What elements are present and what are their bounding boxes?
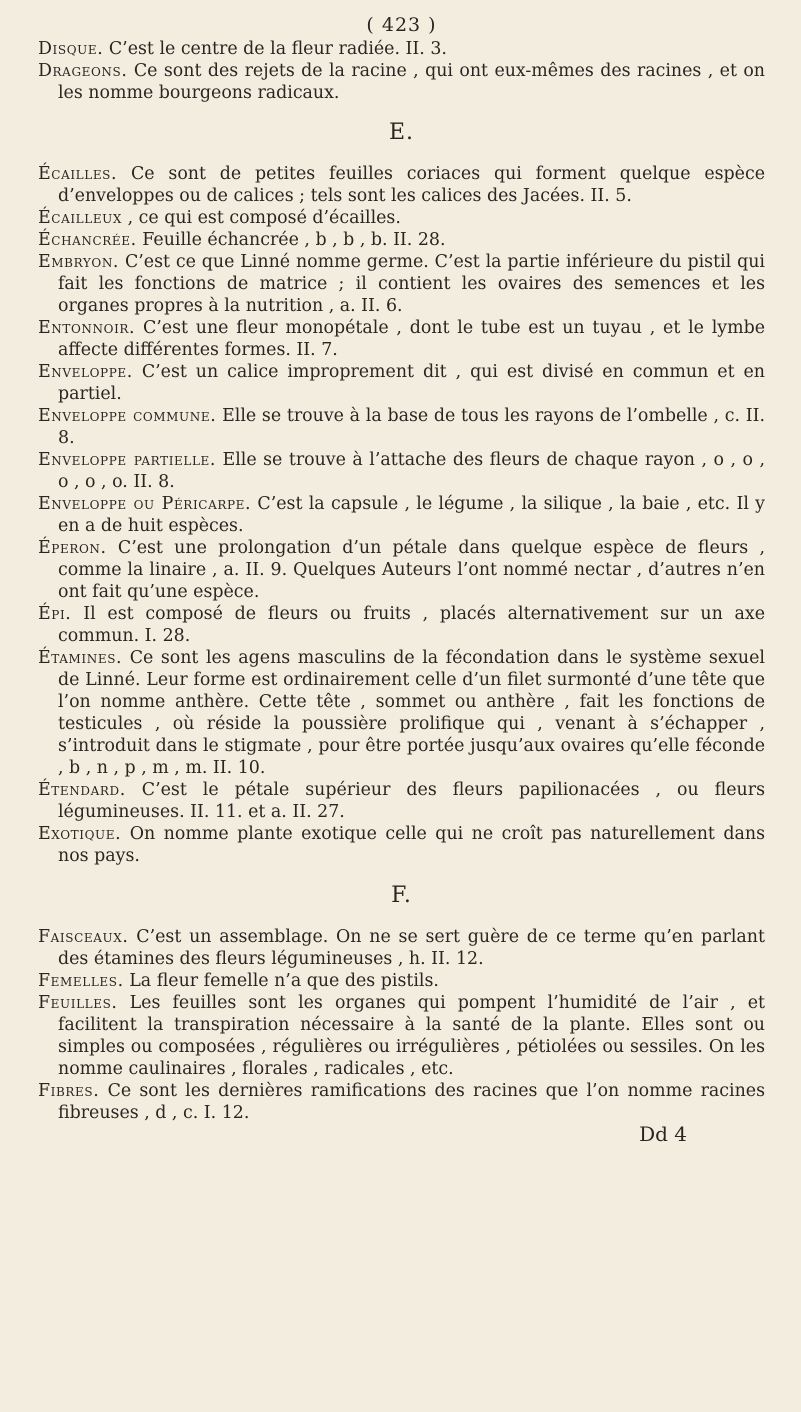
entry-text: C’est ce que Linné nomme germe. C’est la partie inférieure du pistil qui fait les fonctions de matrice ; il contient les ovaires des semences et les organes propres à la nutrition , a. II. 6. xyxy=(58,252,765,316)
entry-entonnoir xyxy=(38,317,765,361)
entry-term: Femelles. xyxy=(38,971,124,991)
entry-text: Ce sont des rejets de la racine , qui ont eux-mêmes des racines , et on les nomme bourgeons radicaux. xyxy=(58,61,765,103)
entry-text: Elle se trouve à la base de tous les rayons de l’ombelle , c. II. 8. xyxy=(58,406,765,448)
entry-feuilles xyxy=(38,992,765,1080)
entry-term: Feuilles. xyxy=(38,993,118,1013)
entry-fibres xyxy=(38,1080,765,1124)
entry-text: C’est un calice improprement dit , qui est divisé en commun et en partiel. xyxy=(58,362,765,404)
entry-term: Drageons. xyxy=(38,61,128,81)
entry-femelles xyxy=(38,970,765,992)
entry-embryon xyxy=(38,251,765,317)
entry-term: Écailleux xyxy=(38,208,123,228)
section-f xyxy=(38,926,765,1124)
entry-text: C’est le pétale supérieur des fleurs papilionacées , ou fleurs légumineuses. II. 11. et a. II. 27. xyxy=(58,780,765,822)
entry-text: Elle se trouve à l’attache des fleurs de chaque rayon , o , o , o , o , o. II. 8. xyxy=(58,450,765,492)
entry-epi xyxy=(38,603,765,647)
entry-text: C’est un assemblage. On ne se sert guère de ce terme qu’en parlant des étamines des fleurs légumineuses , h. II. 12. xyxy=(58,927,765,969)
entry-term: Enveloppe commune. xyxy=(38,406,217,426)
entry-text: La fleur femelle n’a que des pistils. xyxy=(123,971,439,991)
entry-term: Exotique. xyxy=(38,824,122,844)
entry-term: Disque. xyxy=(38,39,104,59)
section-heading-f: F. xyxy=(391,883,412,908)
entry-term: Fibres. xyxy=(38,1081,100,1101)
entry-term: Embryon. xyxy=(38,252,120,272)
entry-etamines xyxy=(38,647,765,779)
entry-term: Échancrée. xyxy=(38,230,137,250)
entry-term: Écailles. xyxy=(38,164,118,184)
section-e xyxy=(38,163,765,867)
entry-term: Enveloppe partielle. xyxy=(38,450,217,470)
entry-term: Faisceaux. xyxy=(38,927,129,947)
entry-etendard xyxy=(38,779,765,823)
entry-term: Étamines. xyxy=(38,648,123,668)
entry-eperon xyxy=(38,537,765,603)
page-number: ( 423 ) xyxy=(366,14,437,36)
entry-text: Ce sont les agens masculins de la fécondation dans le système sexuel de Linné. Leur forme est ordinairement celle d’un filet surmonté d’une tête que l’on nomme anthère. Cette tête , sommet ou anthère , fait les fonctions de testicules , où réside la poussière prolifique qui , venant à s’échapper , s’introduit dans le stigmate , pour être portée jusqu’aux ovaires qu’elle féconde , b , n , p , m , m. II. 10. xyxy=(58,648,765,778)
section-d xyxy=(38,38,765,104)
entry-enveloppe-partielle xyxy=(38,449,765,493)
entry-text: C’est une fleur monopétale , dont le tube est un tuyau , et le lymbe affecte différentes formes. II. 7. xyxy=(58,318,765,360)
entry-echancree xyxy=(38,229,765,251)
section-heading-e: E. xyxy=(388,120,415,145)
entry-enveloppe-commune xyxy=(38,405,765,449)
entry-disque xyxy=(38,38,765,60)
entry-enveloppe xyxy=(38,361,765,405)
entry-text: C’est une prolongation d’un pétale dans quelque espèce de fleurs , comme la linaire , a. II. 9. Quelques Auteurs l’ont nommé nectar , d’autres n’en ont fait qu’une espèce. xyxy=(58,538,765,602)
entry-text: , ce qui est composé d’écailles. xyxy=(122,208,401,228)
entry-exotique xyxy=(38,823,765,867)
entry-ecailleux xyxy=(38,207,765,229)
entry-text: C’est la capsule , le légume , la silique , la baie , etc. Il y en a de huit espèces. xyxy=(58,494,766,536)
entry-faisceaux xyxy=(38,926,765,970)
entry-text: Les feuilles sont les organes qui pompent l’humidité de l’air , et facilitent la transpiration nécessaire à la santé de la plante. Elles sont ou simples ou composées , régulières ou irrégulières , pétiolées ou sessiles. On les nomme caulinaires , florales , radicales , etc. xyxy=(58,993,765,1079)
entry-text: On nomme plante exotique celle qui ne croît pas naturellement dans nos pays. xyxy=(58,824,765,866)
entry-text: Ce sont de petites feuilles coriaces qui forment quelque espèce d’enveloppes ou de calices ; tels sont les calices des Jacées. II. 5. xyxy=(58,164,765,206)
entry-term: Éperon. xyxy=(38,538,107,558)
entry-text: Ce sont les dernières ramifications des racines que l’on nomme racines fibreuses , d , c. I. 12. xyxy=(58,1081,765,1123)
entry-term: Enveloppe. xyxy=(38,362,133,382)
entry-ecailles xyxy=(38,163,765,207)
entry-drageons xyxy=(38,60,765,104)
entry-enveloppe-pericarpe xyxy=(38,493,765,537)
entry-text: Il est composé de fleurs ou fruits , placés alternativement sur un axe commun. I. 28. xyxy=(58,604,765,646)
entry-term: Entonnoir. xyxy=(38,318,136,338)
entry-text: C’est le centre de la fleur radiée. II. 3. xyxy=(103,39,447,59)
entry-text: Feuille échancrée , b , b , b. II. 28. xyxy=(136,230,446,250)
entry-term: Étendard. xyxy=(38,780,126,800)
entry-term: Épi. xyxy=(38,604,72,624)
entry-term: Enveloppe ou Péricarpe. xyxy=(38,494,252,514)
signature-mark: Dd 4 xyxy=(639,1122,687,1146)
